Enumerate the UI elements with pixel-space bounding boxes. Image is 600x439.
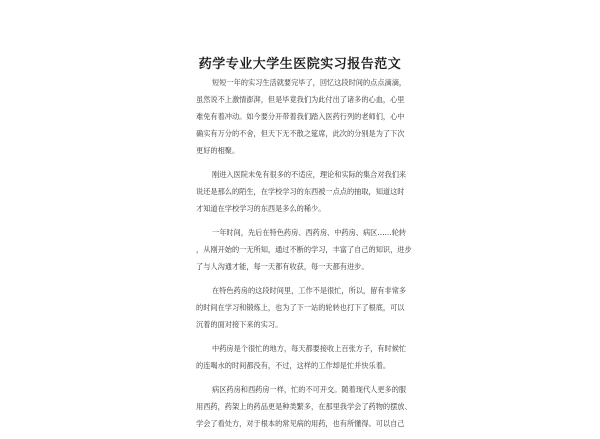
paragraph [196,166,414,217]
text-line: 病区药房和西药房一样，忙的不可开交。随着现代人更多的服 [212,385,407,394]
text-line: 的连喝水的时间都没有，不过，这样的工作却是忙并快乐着。 [196,361,391,370]
paragraph [196,381,414,432]
text-line: 虽然说不上激情澎湃，但是毕竟我们为此付出了诸多的心血，心里 [196,95,405,104]
text-line: 用西药，药架上的药品更是种类繁多，在那里我学会了药物的摆放、 [196,402,412,411]
document-body [196,74,414,439]
text-line: 刚进入医院未免有很多的不适应，理论和实际的集合对我们来 [212,170,407,179]
text-line: 在特色药房的这段时间里，工作不是很忙，所以，留有非常多 [212,286,407,295]
text-line: 一年时间，先后在特色药房、西药房、中药房、病区……轮转 [212,228,407,237]
paragraph [196,282,414,333]
text-line: 短短一年的实习生活就要完毕了，回忆这段时间的点点滴滴， [212,78,407,87]
text-line: 中药房是个很忙的地方，每天都要接收上百张方子，有时候忙 [212,344,407,353]
text-line: 难免有着冲动。如今要分开带着我们踏入医药行列的老师们，心中 [196,112,405,121]
paragraph [196,340,414,374]
text-line: 更好的相聚。 [196,146,240,155]
text-line: 沉着的面对接下来的实习。 [196,320,283,329]
text-line: 说还是那么的陌生，在学校学习的东西被一点点的抽取，知道这时 [196,187,405,196]
paragraph [196,224,414,275]
text-line: 学会了看处方，对于根本的常见病的用药，也有所懂得。可以自己 [196,419,405,428]
paragraph [196,74,414,159]
text-line: 的时间在学习和锻炼上，也为了下一站的轮转也打下了根底，可以 [196,303,405,312]
text-line: ，从刚开始的一无所知，通过不断的学习，丰富了自己的知识，进步 [196,245,412,254]
document-title: 药学专业大学生医院实习报告范文 [198,57,402,72]
text-line: 了与人沟通才能，每一天都有收获，每一天都有进步。 [196,262,369,271]
text-line: 确实有万分的不舍，但天下无不散之筵席，此次的分别是为了下次 [196,129,405,138]
text-line: 才知道在学校学习的东西是多么的稀少。 [196,204,326,213]
